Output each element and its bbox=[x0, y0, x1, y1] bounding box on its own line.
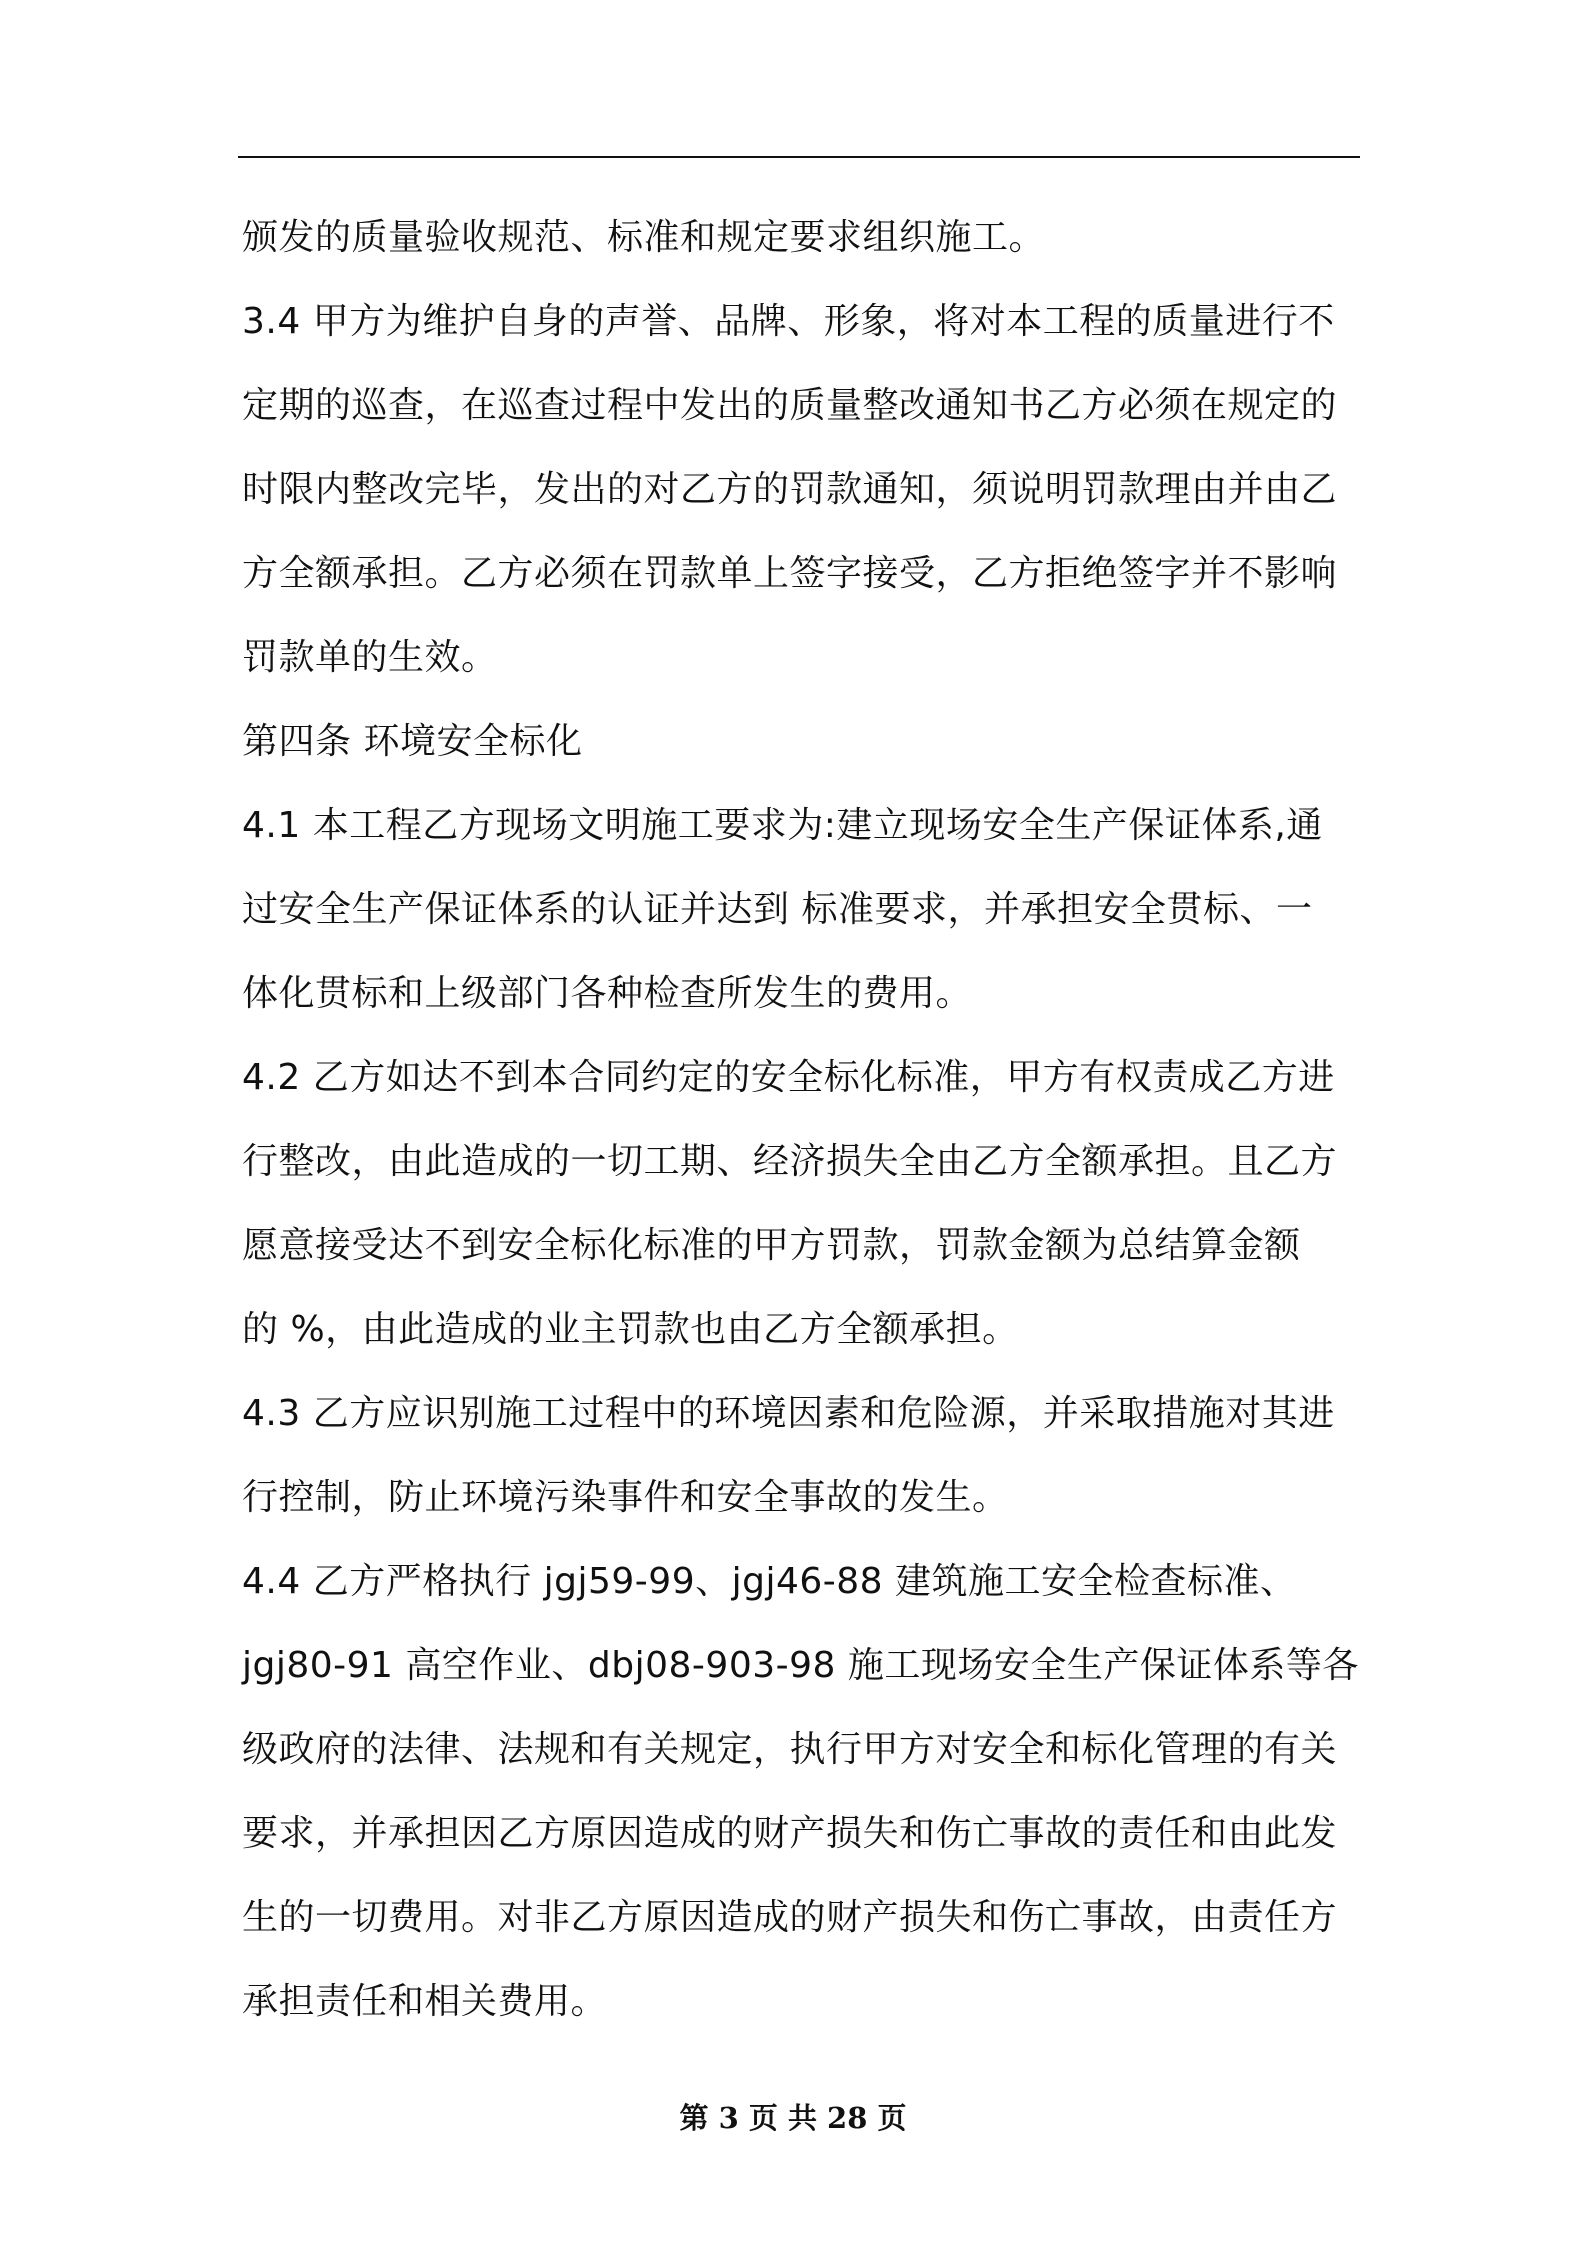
text-line: jgj80-91 高空作业、dbj08-903-98 施工现场安全生产保证体系等各 bbox=[242, 1645, 1359, 1686]
text-line: 生的一切费用。对非乙方原因造成的财产损失和伤亡事故，由责任方 bbox=[242, 1897, 1338, 1938]
text-line: 4.1 本工程乙方现场文明施工要求为:建立现场安全生产保证体系,通 bbox=[242, 805, 1323, 846]
text-line: 过安全生产保证体系的认证并达到 标准要求，并承担安全贯标、一 bbox=[242, 889, 1313, 930]
text-line: 定期的巡查，在巡查过程中发出的质量整改通知书乙方必须在规定的 bbox=[242, 385, 1338, 426]
text-line: 时限内整改完毕，发出的对乙方的罚款通知，须说明罚款理由并由乙 bbox=[242, 469, 1338, 510]
document-body bbox=[242, 196, 1358, 2044]
text-line: 4.3 乙方应识别施工过程中的环境因素和危险源，并采取措施对其进 bbox=[242, 1393, 1335, 1434]
page-number: 第 3 页 共 28 页 bbox=[679, 2101, 907, 2135]
text-line: 3.4 甲方为维护自身的声誉、品牌、形象，将对本工程的质量进行不 bbox=[242, 301, 1335, 342]
text-line: 愿意接受达不到安全标化标准的甲方罚款，罚款金额为总结算金额 bbox=[242, 1225, 1301, 1266]
text-line: 方全额承担。乙方必须在罚款单上签字接受，乙方拒绝签字并不影响 bbox=[242, 553, 1338, 594]
text-line: 承担责任和相关费用。 bbox=[242, 1981, 608, 2022]
text-line: 要求，并承担因乙方原因造成的财产损失和伤亡事故的责任和由此发 bbox=[242, 1813, 1338, 1854]
text-line: 罚款单的生效。 bbox=[242, 637, 498, 678]
text-line: 颁发的质量验收规范、标准和规定要求组织施工。 bbox=[242, 217, 1046, 258]
header-rule bbox=[238, 156, 1360, 158]
text-line: 的 %，由此造成的业主罚款也由乙方全额承担。 bbox=[242, 1309, 1019, 1350]
text-line: 级政府的法律、法规和有关规定，执行甲方对安全和标化管理的有关 bbox=[242, 1729, 1338, 1770]
text-line: 行控制，防止环境污染事件和安全事故的发生。 bbox=[242, 1477, 1009, 1518]
text-line: 体化贯标和上级部门各种检查所发生的费用。 bbox=[242, 973, 973, 1014]
text-line: 第四条 环境安全标化 bbox=[242, 721, 583, 762]
text-line: 4.2 乙方如达不到本合同约定的安全标化标准，甲方有权责成乙方进 bbox=[242, 1057, 1335, 1098]
text-line: 4.4 乙方严格执行 jgj59-99、jgj46-88 建筑施工安全检查标准、 bbox=[242, 1561, 1297, 1602]
text-line: 行整改，由此造成的一切工期、经济损失全由乙方全额承担。且乙方 bbox=[242, 1141, 1338, 1182]
